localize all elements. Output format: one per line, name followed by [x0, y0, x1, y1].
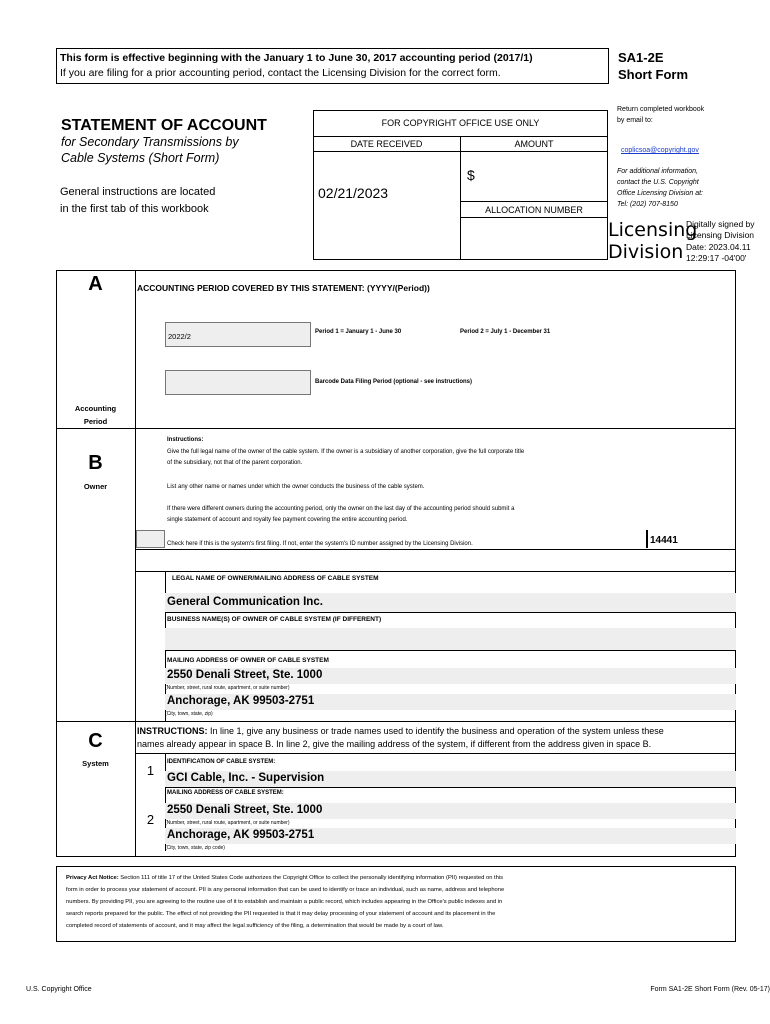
owner-street-value: 2550 Denali Street, Ste. 1000: [167, 669, 323, 681]
system-instructions: [137, 726, 664, 736]
system-city-field[interactable]: [165, 828, 736, 844]
privacy-line1: [66, 875, 503, 881]
section-a-label2: Period: [83, 417, 108, 426]
section-b-letter: B: [88, 452, 103, 474]
section-a-label1: Accounting: [74, 404, 117, 413]
system-id-label: IDENTIFICATION OF CABLE SYSTEM:: [167, 759, 276, 765]
owner-street-hint: (Number, street, rural route, apartment, or suite number): [165, 685, 290, 691]
owner-city-field[interactable]: [165, 694, 736, 710]
title-sub2: Cable Systems (Short Form): [61, 151, 220, 165]
legal-name-field[interactable]: [165, 593, 736, 612]
privacy-line4: search reports prepared for the public. The effect of not providing the PII requested is that it may delay processing of your statement of account and its placement in the: [66, 911, 496, 917]
system-street-field[interactable]: [165, 803, 736, 819]
additional-info3: Office Licensing Division at:: [617, 190, 703, 197]
legal-name-value: General Communication Inc.: [167, 596, 323, 608]
general-instr1: General instructions are located: [60, 186, 216, 198]
owner-instr1b: of the subsidiary, not that of the parent corporation.: [167, 460, 303, 466]
additional-info2: contact the U.S. Copyright: [617, 179, 699, 186]
system-id-name-value: GCI Cable, Inc. - Supervision: [167, 772, 325, 784]
privacy-line3: numbers. By providing PII, you are agreeing to the routine use of it to establish and maintain a public record, which includes appearing in the Office's public indexes and in: [66, 899, 503, 905]
first-filing-label: Check here if this is the system's first filing. If not, enter the system's ID number assigned by the Licensing Division.: [167, 541, 473, 547]
business-names-field[interactable]: [165, 628, 736, 650]
page-title: STATEMENT OF ACCOUNT: [61, 117, 267, 134]
owner-city-value: Anchorage, AK 99503-2751: [167, 695, 315, 707]
form-code: SA1-2E: [618, 50, 664, 65]
effective-notice-line1: This form is effective beginning with the January 1 to June 30, 2017 accounting period (2017/1): [60, 52, 533, 64]
system-city-hint: (City, town, state, zip code): [165, 845, 225, 851]
signature-detail2: Licensing Division: [686, 230, 755, 240]
system-mailing-label: MAILING ADDRESS OF CABLE SYSTEM:: [167, 790, 284, 796]
period2-note: Period 2 = July 1 - December 31: [460, 329, 551, 335]
system-id-field[interactable]: [165, 771, 736, 787]
period1-note: Period 1 = January 1 - June 30: [315, 329, 402, 335]
signature-name2: Division: [608, 241, 684, 263]
privacy-line5: completed record of statements of account, and it may affect the legal sufficiency of the filing, a determination that would be made by a court of law.: [66, 923, 444, 929]
footer-right: Form SA1-2E Short Form (Rev. 05-17): [650, 986, 770, 993]
section-a-heading: ACCOUNTING PERIOD COVERED BY THIS STATEMENT: (YYYY/(Period)): [137, 283, 430, 293]
system-city-value: Anchorage, AK 99503-2751: [167, 829, 315, 841]
privacy-line2: form in order to process your statement of account. PII is any personal information that can be used to identify or trace an individual, such as name, address and telephone: [66, 887, 505, 893]
effective-notice-line2: If you are filing for a prior accounting period, contact the Licensing Division for the correct form.: [60, 67, 501, 79]
office-use-heading: FOR COPYRIGHT OFFICE USE ONLY: [381, 118, 540, 128]
barcode-period-label: Barcode Data Filing Period (optional - see instructions): [315, 379, 473, 385]
date-received-label: DATE RECEIVED: [350, 139, 423, 149]
owner-instr2: List any other name or names under which the owner conducts the business of the cable system.: [167, 484, 425, 490]
system-instructions-rest: In line 1, give any business or trade names used to identify the business and operation of the system unless these: [207, 726, 664, 736]
owner-instructions-heading: Instructions:: [167, 437, 204, 443]
owner-instr1a: Give the full legal name of the owner of the cable system. If the owner is a subsidiary of another corporation, give the full corporate title: [167, 449, 525, 455]
privacy-bold: Privacy Act Notice:: [66, 875, 119, 881]
amount-label: AMOUNT: [514, 139, 554, 149]
date-received-value: 02/21/2023: [318, 185, 389, 201]
accounting-period-value: 2022/2: [168, 332, 191, 341]
section-c-label: System: [82, 759, 109, 768]
dollar-sign: $: [467, 167, 475, 183]
signature-detail4: 12:29:17 -04'00': [686, 253, 747, 263]
footer-left: U.S. Copyright Office: [26, 986, 92, 993]
system-instructions-line2: names already appear in space B. In line 2, give the mailing address of the system, if different from the address given in space B.: [137, 739, 652, 749]
owner-mailing-label: MAILING ADDRESS OF OWNER OF CABLE SYSTEM: [167, 657, 329, 664]
system-instructions-bold: INSTRUCTIONS:: [137, 726, 208, 736]
system-street-hint: (Number, street, rural route, apartment, or suite number): [165, 820, 290, 826]
first-filing-checkbox[interactable]: [136, 530, 165, 548]
return-line2: by email to:: [617, 117, 653, 124]
system-line2-number: 2: [146, 812, 155, 827]
owner-instr3b: single statement of account and royalty fee payment covering the entire accounting period.: [167, 517, 408, 523]
signature-detail3: Date: 2023.04.11: [686, 242, 751, 252]
return-line1: Return completed workbook: [617, 106, 705, 113]
accounting-period-field[interactable]: [165, 322, 311, 347]
additional-info1: For additional information,: [617, 168, 698, 175]
system-line1-number: 1: [146, 763, 155, 778]
system-id-value: 14441: [650, 535, 678, 546]
barcode-period-field[interactable]: [165, 370, 311, 395]
business-names-label: BUSINESS NAME(S) OF OWNER OF CABLE SYSTEM (IF DIFFERENT): [167, 616, 382, 623]
section-b-label: Owner: [83, 482, 108, 491]
section-c-letter: C: [88, 730, 103, 752]
owner-instr3a: If there were different owners during the accounting period, only the owner on the last day of the accounting period should submit a: [167, 506, 515, 512]
return-email[interactable]: coplicsoa@copyright.gov: [621, 147, 699, 154]
owner-city-hint: (City, town, state, zip): [165, 711, 213, 717]
general-instr2: in the first tab of this workbook: [60, 203, 209, 215]
form-type: Short Form: [618, 67, 689, 82]
privacy-text1: Section 111 of title 17 of the United States Code authorizes the Copyright Office to collect the personally identifying information (PII) requested on this: [118, 875, 504, 881]
legal-name-label: LEGAL NAME OF OWNER/MAILING ADDRESS OF CABLE SYSTEM: [172, 575, 379, 582]
allocation-label: ALLOCATION NUMBER: [485, 205, 583, 215]
owner-street-field[interactable]: [165, 668, 736, 684]
signature-name1: Licensing: [608, 219, 698, 241]
additional-tel: Tel: (202) 707-8150: [617, 201, 678, 208]
section-a-letter: A: [88, 273, 103, 295]
system-street-value: 2550 Denali Street, Ste. 1000: [167, 804, 323, 816]
title-sub1: for Secondary Transmissions by: [61, 135, 239, 149]
signature-detail1: Digitally signed by: [686, 219, 755, 229]
